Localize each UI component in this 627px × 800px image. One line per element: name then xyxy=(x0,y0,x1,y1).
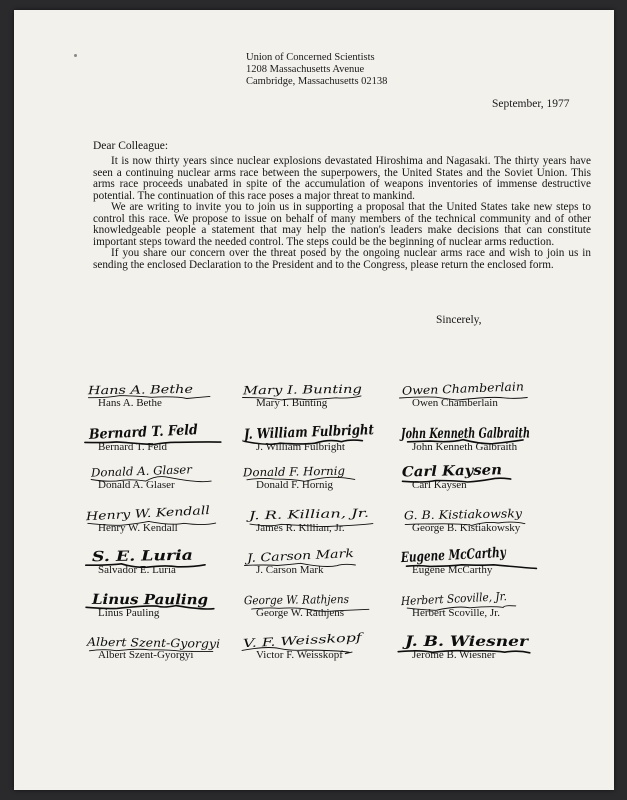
signatory xyxy=(384,545,554,583)
typed-name: Eugene McCarthy xyxy=(412,564,493,576)
greeting: Dear Colleague: xyxy=(93,140,169,152)
typed-name: George W. Rathjens xyxy=(256,607,345,619)
signatory xyxy=(384,588,554,626)
signatory xyxy=(228,630,398,668)
signature-script: Donald F. Hornig xyxy=(242,463,343,480)
letter-page xyxy=(14,10,614,790)
signatory xyxy=(70,422,240,460)
signature-script: Henry W. Kendall xyxy=(85,504,188,524)
typed-name: J. William Fulbright xyxy=(256,441,345,453)
signature-script: S. E. Luria xyxy=(91,548,174,566)
typed-name: Victor F. Weisskopf xyxy=(256,649,343,661)
signatory xyxy=(384,378,554,416)
signatory xyxy=(228,588,398,626)
signatory xyxy=(70,545,240,583)
typed-name: George B. Kistiakowsky xyxy=(412,522,521,534)
street-address: 1208 Massachusetts Avenue xyxy=(246,64,365,75)
signatory xyxy=(228,378,398,416)
signature-script: V. F. Weisskopf xyxy=(242,631,329,651)
typed-name: Carl Kaysen xyxy=(412,479,467,491)
signature-script: J. William Fulbright xyxy=(243,421,400,443)
typed-name: Linus Pauling xyxy=(98,607,160,619)
signature-script: J. B. Wiesner xyxy=(401,634,530,650)
signature-script: Herbert Scoville, Jr. xyxy=(400,588,517,609)
signature-script: Mary I. Bunting xyxy=(242,382,336,398)
paragraph: It is now thirty years since nuclear explosions devastated Hiroshima and Nagasaki. The thirty years have seen a continuing nuclear arms race between the superpowers, the United States and the Soviet Union. This arms race proceeds unabated in spite of the accumulation of weapons inventories of immense destructive potential. The continuation of this race poses a major threat to mankind. xyxy=(93,155,591,202)
typed-name: James R. Killian, Jr. xyxy=(256,522,345,534)
signatory xyxy=(70,630,240,668)
handwritten-signature xyxy=(384,460,554,486)
paragraph: If you share our concern over the threat posed by the ongoing nuclear arms race and wish to join us in sending the enclosed Declaration to the President and to the Congress, please return the enclosed form. xyxy=(93,247,591,271)
signature-script: Albert Szent-Gyorgyi xyxy=(86,634,210,651)
typed-name: Albert Szent-Gyorgyi xyxy=(98,649,194,661)
typed-name: Donald A. Glaser xyxy=(98,479,175,491)
signatory xyxy=(228,460,398,498)
organization-name: Union of Concerned Scientists xyxy=(246,52,375,63)
letter-body xyxy=(93,156,591,271)
signature-script: Carl Kaysen xyxy=(401,462,497,481)
signature-script: G. B. Kistiakowsky xyxy=(403,506,513,523)
signature-script: Bernard T. Feld xyxy=(88,421,211,443)
typed-name: Bernard T. Feld xyxy=(98,441,167,453)
signature-script: Linus Pauling xyxy=(91,591,201,609)
signatory xyxy=(228,503,398,541)
signature-script: Hans A. Bethe xyxy=(87,382,172,398)
signature-script: Eugene McCarthy xyxy=(400,543,542,567)
typed-name: Salvador E. Luria xyxy=(98,564,176,576)
typed-name: Donald F. Hornig xyxy=(256,479,334,491)
typed-name: Hans A. Bethe xyxy=(98,397,162,409)
typed-name: Mary I. Bunting xyxy=(256,397,328,409)
typed-name: Henry W. Kendall xyxy=(98,522,178,534)
signature-script: George W. Rathjens xyxy=(243,591,359,608)
signatory xyxy=(384,630,554,668)
letter-date: September, 1977 xyxy=(492,98,570,110)
signature-script: J. R. Killian, Jr. xyxy=(248,506,334,523)
signatory xyxy=(70,588,240,626)
typed-name: Herbert Scoville, Jr. xyxy=(412,607,500,619)
signature-script: Owen Chamberlain xyxy=(401,379,515,398)
paper-speck xyxy=(74,54,77,57)
typed-name: John Kenneth Galbraith xyxy=(412,441,518,453)
closing: Sincerely, xyxy=(436,314,482,326)
typed-name: Owen Chamberlain xyxy=(412,397,498,409)
signatory xyxy=(70,503,240,541)
letterhead xyxy=(246,52,387,88)
typed-name: J. Carson Mark xyxy=(256,564,324,576)
signatory xyxy=(70,378,240,416)
signatory xyxy=(384,422,589,460)
signatory xyxy=(228,422,398,460)
signature-script: Donald A. Glaser xyxy=(90,462,190,480)
signatory xyxy=(384,503,554,541)
signatory xyxy=(70,460,240,498)
city-address: Cambridge, Massachusetts 02138 xyxy=(246,76,388,87)
signature-script: J. Carson Mark xyxy=(246,546,335,565)
paragraph: We are writing to invite you to join us in supporting a proposal that the United States take new steps to control this race. We propose to issue on behalf of many members of the technical community and of other knowledgeable people a statement that may help the nation's leaders make decisions that can constitute important steps toward the needed control. The steps could be the beginning of nuclear arms reduction. xyxy=(93,201,591,248)
signatory xyxy=(384,460,554,498)
signatory xyxy=(228,545,398,583)
signature-script: John Kenneth Galbraith xyxy=(400,425,589,443)
typed-name: Jerome B. Wiesner xyxy=(412,649,496,661)
